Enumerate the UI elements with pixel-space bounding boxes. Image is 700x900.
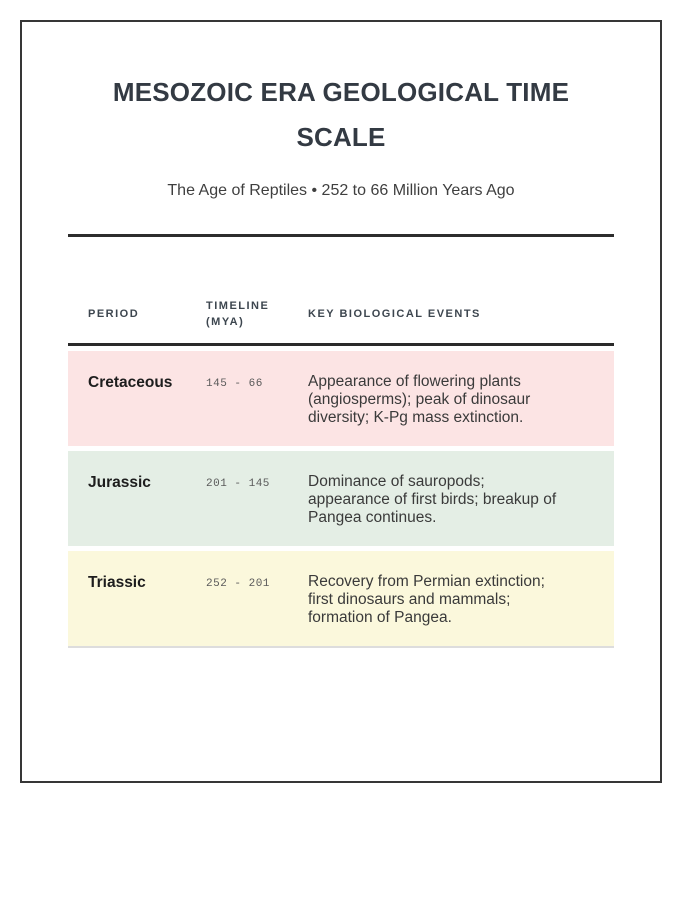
table-row-cretaceous: [68, 351, 614, 446]
column-header-period: PERIOD: [88, 308, 140, 320]
timeline-value: 145 - 66: [206, 378, 263, 390]
geological-table: [68, 298, 614, 648]
events-text: Appearance of flowering plants (angiosperms); peak of dinosaur diversity; K-Pg mass extinction.: [308, 373, 531, 426]
timeline-value: 201 - 145: [206, 478, 270, 490]
cell-events: [308, 573, 614, 627]
cell-period: [68, 373, 206, 427]
cell-events: [308, 473, 614, 527]
cell-timeline: [206, 373, 308, 427]
events-text: Recovery from Permian extinction; first dinosaurs and mammals; formation of Pangea.: [308, 573, 545, 626]
column-header-events: KEY BIOLOGICAL EVENTS: [308, 308, 481, 320]
page-title: MESOZOIC ERA GEOLOGICAL TIME SCALE: [112, 77, 570, 152]
period-name: Cretaceous: [88, 374, 173, 391]
table-row-triassic: [68, 551, 614, 648]
timeline-value: 252 - 201: [206, 578, 270, 590]
period-name: Jurassic: [88, 474, 151, 491]
page-frame: [20, 20, 662, 783]
table-row-jurassic: [68, 451, 614, 546]
cell-period: [68, 473, 206, 527]
period-name: Triassic: [88, 574, 146, 591]
column-header-timeline: TIMELINE (MYA): [206, 300, 270, 328]
cell-timeline: [206, 573, 308, 627]
events-text: Dominance of sauropods; appearance of first birds; breakup of Pangea continues.: [308, 473, 557, 526]
cell-timeline: [206, 473, 308, 527]
cell-events: [308, 373, 614, 427]
table-header-row: [68, 298, 614, 346]
page-subtitle: The Age of Reptiles • 252 to 66 Million Years Ago: [167, 182, 515, 199]
cell-period: [68, 573, 206, 627]
divider-rule: [68, 234, 614, 237]
